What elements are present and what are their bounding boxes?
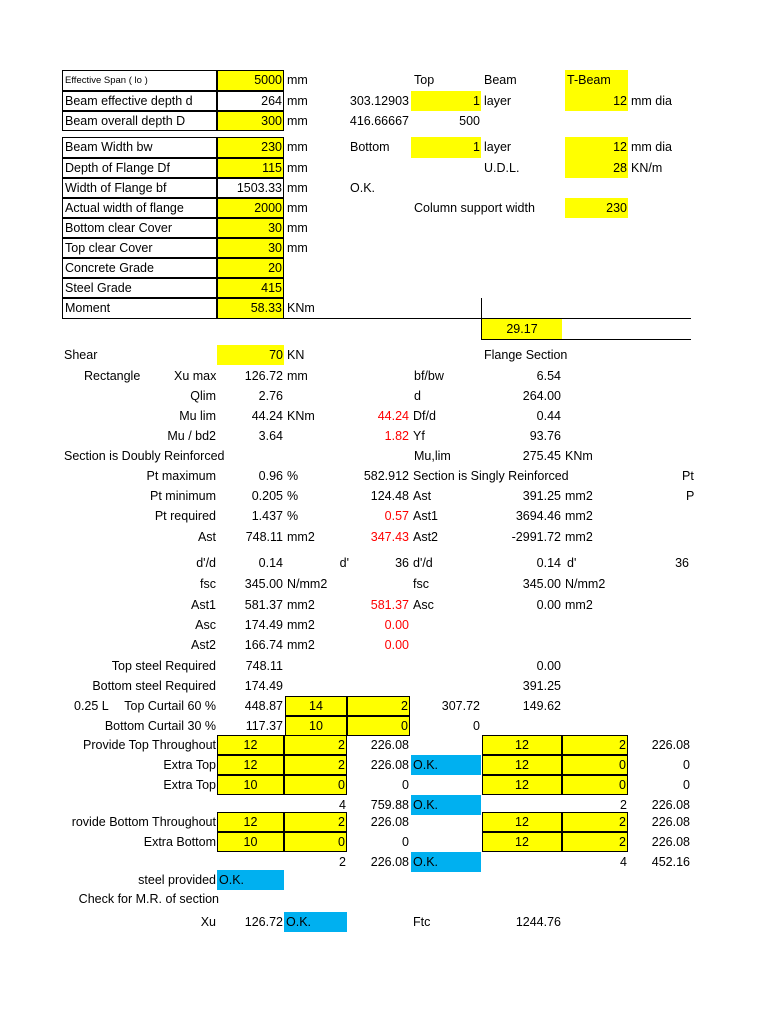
cell-191[interactable]: 12 [482,812,562,832]
cell-21[interactable]: mm [287,140,308,154]
cell-88[interactable]: 582.912 [363,469,409,483]
cell-64[interactable]: bf/bw [414,369,444,383]
cell-16[interactable]: mm [287,114,308,128]
cell-129[interactable]: mm2 [287,598,315,612]
cell-103[interactable]: Ast1 [413,509,439,523]
cell-202[interactable]: 226.08 [370,855,409,869]
cell-199[interactable]: 2 [562,832,628,852]
cell-98[interactable]: P [686,489,695,503]
cell-160[interactable]: Provide Top Throughout [83,738,216,752]
cell-18[interactable]: 500 [459,114,480,128]
cell-111[interactable]: -2991.72 [511,530,561,544]
cell-138[interactable]: Ast2 [190,638,216,652]
cell-80[interactable]: 93.76 [529,429,561,443]
cell-15[interactable]: 300 [217,111,284,131]
cell-46[interactable]: 30 [217,238,284,258]
cell-93[interactable]: % [287,489,299,503]
cell-76[interactable]: Mu / bd2 [167,429,216,443]
cell-54[interactable]: KNm [287,301,315,315]
cell-42[interactable]: Bottom clear Cover [62,218,217,238]
cell-173[interactable]: 0 [562,755,628,775]
cell-115[interactable]: d' [339,556,349,570]
cell-34[interactable]: 1503.33 [217,178,284,198]
cell-133[interactable]: mm2 [565,598,593,612]
cell-213[interactable]: 1244.76 [515,915,561,929]
cell-94[interactable]: 124.48 [370,489,409,503]
cell-7[interactable]: 264 [217,91,284,111]
cell-208[interactable]: Check for M.R. of section [78,892,219,906]
cell-90[interactable]: Pt [682,469,694,483]
cell-35[interactable]: mm [287,181,308,195]
cell-12[interactable]: 12 [565,91,628,111]
cell-151[interactable]: 14 [285,696,347,716]
cell-67[interactable]: 2.76 [258,389,283,403]
cell-119[interactable]: d' [567,556,577,570]
cell-154[interactable]: 149.62 [522,699,561,713]
cell-187[interactable]: rovide Bottom Throughout [71,815,216,829]
cell-140[interactable]: mm2 [287,638,315,652]
cell-189[interactable]: 2 [284,812,347,832]
cell-116[interactable]: 36 [395,556,409,570]
cell-45[interactable]: Top clear Cover [62,238,217,258]
cell-205[interactable]: 452.16 [651,855,690,869]
cell-32[interactable]: KN/m [631,161,663,175]
cell-49[interactable]: 20 [217,258,284,278]
cell-161[interactable]: 12 [217,735,284,755]
cell-135[interactable]: 174.49 [244,618,283,632]
cell-185[interactable]: 2 [620,798,627,812]
cell-152[interactable]: 2 [347,696,410,716]
cell-186[interactable]: 226.08 [651,798,690,812]
cell-38[interactable]: 2000 [217,198,284,218]
cell-20[interactable]: 230 [217,137,284,158]
cell-87[interactable]: % [287,469,299,483]
cell-47[interactable]: mm [287,241,308,255]
cell-117[interactable]: d'/d [413,556,433,570]
cell-56[interactable]: Shear [64,348,98,362]
cell-89[interactable]: Section is Singly Reinforced [413,469,569,483]
cell-157[interactable]: 10 [285,716,347,736]
half-moment-top-line [481,318,691,319]
cell-123[interactable]: N/mm2 [287,577,328,591]
cell-74[interactable]: Df/d [413,409,436,423]
cell-104[interactable]: 3694.46 [515,509,561,523]
cell-73[interactable]: 44.24 [377,409,409,423]
cell-149[interactable]: Top Curtail 60 % [124,699,216,713]
cell-195[interactable]: 10 [217,832,284,852]
cell-41[interactable]: 230 [565,198,628,218]
cell-131[interactable]: Asc [413,598,434,612]
cell-137[interactable]: 0.00 [384,618,409,632]
cell-177[interactable]: 0 [284,775,347,795]
cell-65[interactable]: 6.54 [536,369,561,383]
cell-59[interactable]: Flange Section [484,348,568,362]
cell-24[interactable]: layer [484,140,512,154]
cell-112[interactable]: mm2 [565,530,593,544]
cell-159[interactable]: 0 [473,719,480,733]
cell-155[interactable]: Bottom Curtail 30 % [104,719,216,733]
cell-142[interactable]: Top steel Required [111,659,216,673]
cell-145[interactable]: Bottom steel Required [92,679,216,693]
cell-30[interactable]: U.D.L. [484,161,520,175]
cell-136[interactable]: mm2 [287,618,315,632]
cell-27[interactable]: Depth of Flange Df [62,158,217,178]
cell-192[interactable]: 2 [562,812,628,832]
half-moment-left-line [481,298,482,339]
cell-60[interactable]: Rectangle [84,369,141,383]
cell-66[interactable]: Qlim [190,389,216,403]
cell-143[interactable]: 748.11 [245,659,283,673]
cell-110[interactable]: Ast2 [413,530,439,544]
cell-209[interactable]: Xu [200,915,216,929]
cell-175[interactable]: Extra Top [163,778,216,792]
cell-31[interactable]: 28 [565,158,628,178]
cell-70[interactable]: Mu lim [179,409,216,423]
cell-166[interactable]: 226.08 [651,738,690,752]
cell-62[interactable]: 126.72 [244,369,283,383]
cell-72[interactable]: KNm [287,409,315,423]
cell-122[interactable]: 345.00 [244,577,283,591]
cell-134[interactable]: Asc [195,618,216,632]
cell-57[interactable]: 70 [217,345,284,365]
cell-13[interactable]: mm dia [631,94,672,108]
cell-4[interactable]: Beam [484,73,517,87]
cell-91[interactable]: Pt minimum [150,489,216,503]
cell-183[interactable]: 759.88 [370,798,409,812]
cell-158[interactable]: 0 [347,716,410,736]
cell-204[interactable]: 4 [620,855,627,869]
cell-198[interactable]: 12 [482,832,562,852]
cell-48[interactable]: Concrete Grade [62,258,217,278]
cell-37[interactable]: Actual width of flange [62,198,217,218]
cell-75[interactable]: 0.44 [536,409,561,423]
cell-190[interactable]: 226.08 [370,815,409,829]
cell-169[interactable]: 2 [284,755,347,775]
cell-124[interactable]: fsc [413,577,429,591]
cell-132[interactable]: 0.00 [536,598,561,612]
cell-201[interactable]: 2 [339,855,346,869]
cell-121[interactable]: fsc [200,577,216,591]
cell-200[interactable]: 226.08 [651,835,690,849]
cell-6[interactable]: Beam effective depth d [62,91,217,111]
cell-118[interactable]: 0.14 [536,556,561,570]
cell-163[interactable]: 226.08 [370,738,409,752]
cell-181[interactable]: 0 [683,778,690,792]
cell-182[interactable]: 4 [339,798,346,812]
cell-126[interactable]: N/mm2 [565,577,606,591]
cell-33[interactable]: Width of Flange bf [62,178,217,198]
cell-108[interactable]: mm2 [287,530,315,544]
cell-0[interactable]: Effective Span ( lo ) [62,70,217,91]
cell-211[interactable]: O.K. [284,912,347,932]
cell-194[interactable]: Extra Bottom [143,835,216,849]
cell-23[interactable]: 1 [411,137,481,158]
cell-43[interactable]: 30 [217,218,284,238]
cell-170[interactable]: 226.08 [370,758,409,772]
cell-86[interactable]: 0.96 [258,469,283,483]
cell-8[interactable]: mm [287,94,308,108]
cell-99[interactable]: Pt required [154,509,216,523]
cell-168[interactable]: 12 [217,755,284,775]
cell-95[interactable]: Ast [413,489,432,503]
cell-81[interactable]: Section is Doubly Reinforced [64,449,225,463]
cell-22[interactable]: Bottom [350,140,390,154]
cell-125[interactable]: 345.00 [522,577,561,591]
cell-193[interactable]: 226.08 [651,815,690,829]
half-moment-bottom-line [481,339,691,340]
cell-105[interactable]: mm2 [565,509,593,523]
moment-row-bottom-line [62,318,482,319]
cell-206[interactable]: steel provided [138,873,216,887]
cell-107[interactable]: 748.11 [245,530,283,544]
cell-55[interactable]: 29.17 [482,319,562,339]
cell-82[interactable]: Mu,lim [414,449,451,463]
cell-92[interactable]: 0.205 [251,489,283,503]
cell-10[interactable]: 1 [411,91,481,111]
cell-36[interactable]: O.K. [350,181,376,195]
cell-26[interactable]: mm dia [631,140,672,154]
cell-44[interactable]: mm [287,221,308,235]
cell-102[interactable]: 0.57 [384,509,409,523]
cell-71[interactable]: 44.24 [251,409,283,423]
cell-207[interactable]: O.K. [217,870,284,890]
cell-178[interactable]: 0 [402,778,409,792]
cell-3[interactable]: Top [414,73,435,87]
cell-61[interactable]: Xu max [174,369,217,383]
cell-77[interactable]: 3.64 [258,429,283,443]
cell-174[interactable]: 0 [683,758,690,772]
cell-180[interactable]: 0 [562,775,628,795]
cell-148[interactable]: 0.25 L [74,699,109,713]
cell-78[interactable]: 1.82 [384,429,409,443]
cell-9[interactable]: 303.12903 [349,94,409,108]
cell-109[interactable]: 347.43 [370,530,409,544]
cell-50[interactable]: Steel Grade [62,278,217,298]
cell-188[interactable]: 12 [217,812,284,832]
cell-114[interactable]: 0.14 [258,556,283,570]
cell-127[interactable]: Ast1 [190,598,216,612]
cell-150[interactable]: 448.87 [244,699,283,713]
cell-19[interactable]: Beam Width bw [62,137,217,158]
cell-113[interactable]: d'/d [196,556,216,570]
cell-139[interactable]: 166.74 [244,638,283,652]
cell-14[interactable]: Beam overall depth D [62,111,217,131]
cell-25[interactable]: 12 [565,137,628,158]
cell-51[interactable]: 415 [217,278,284,298]
cell-28[interactable]: 115 [217,158,284,178]
cell-203[interactable]: O.K. [411,852,481,872]
cell-84[interactable]: KNm [565,449,593,463]
cell-156[interactable]: 117.37 [245,719,283,733]
cell-39[interactable]: mm [287,201,308,215]
cell-196[interactable]: 0 [284,832,347,852]
cell-52[interactable]: Moment [62,298,217,319]
cell-11[interactable]: layer [484,94,512,108]
cell-167[interactable]: Extra Top [163,758,216,772]
cell-153[interactable]: 307.72 [441,699,480,713]
cell-165[interactable]: 2 [562,735,628,755]
cell-17[interactable]: 416.66667 [349,114,409,128]
cell-128[interactable]: 581.37 [244,598,283,612]
cell-164[interactable]: 12 [482,735,562,755]
cell-53[interactable]: 58.33 [217,298,284,319]
cell-96[interactable]: 391.25 [522,489,561,503]
cell-146[interactable]: 174.49 [244,679,283,693]
cell-58[interactable]: KN [287,348,305,362]
cell-184[interactable]: O.K. [411,795,481,815]
cell-85[interactable]: Pt maximum [146,469,216,483]
cell-162[interactable]: 2 [284,735,347,755]
cell-197[interactable]: 0 [402,835,409,849]
cell-2[interactable]: mm [287,73,308,87]
cell-147[interactable]: 391.25 [522,679,561,693]
cell-5[interactable]: T-Beam [565,70,628,91]
cell-141[interactable]: 0.00 [384,638,409,652]
cell-172[interactable]: 12 [482,755,562,775]
cell-40[interactable]: Column support width [414,201,535,215]
cell-63[interactable]: mm [287,369,308,383]
cell-210[interactable]: 126.72 [244,915,283,929]
cell-120[interactable]: 36 [675,556,689,570]
cell-106[interactable]: Ast [197,530,216,544]
cell-68[interactable]: d [414,389,421,403]
cell-171[interactable]: O.K. [411,755,481,775]
cell-101[interactable]: % [287,509,299,523]
cell-29[interactable]: mm [287,161,308,175]
cell-100[interactable]: 1.437 [251,509,283,523]
cell-69[interactable]: 264.00 [522,389,561,403]
cell-130[interactable]: 581.37 [370,598,409,612]
cell-83[interactable]: 275.45 [522,449,561,463]
cell-97[interactable]: mm2 [565,489,593,503]
cell-212[interactable]: Ftc [413,915,431,929]
cell-1[interactable]: 5000 [217,70,284,91]
cell-176[interactable]: 10 [217,775,284,795]
cell-179[interactable]: 12 [482,775,562,795]
cell-79[interactable]: Yf [413,429,425,443]
cell-144[interactable]: 0.00 [536,659,561,673]
